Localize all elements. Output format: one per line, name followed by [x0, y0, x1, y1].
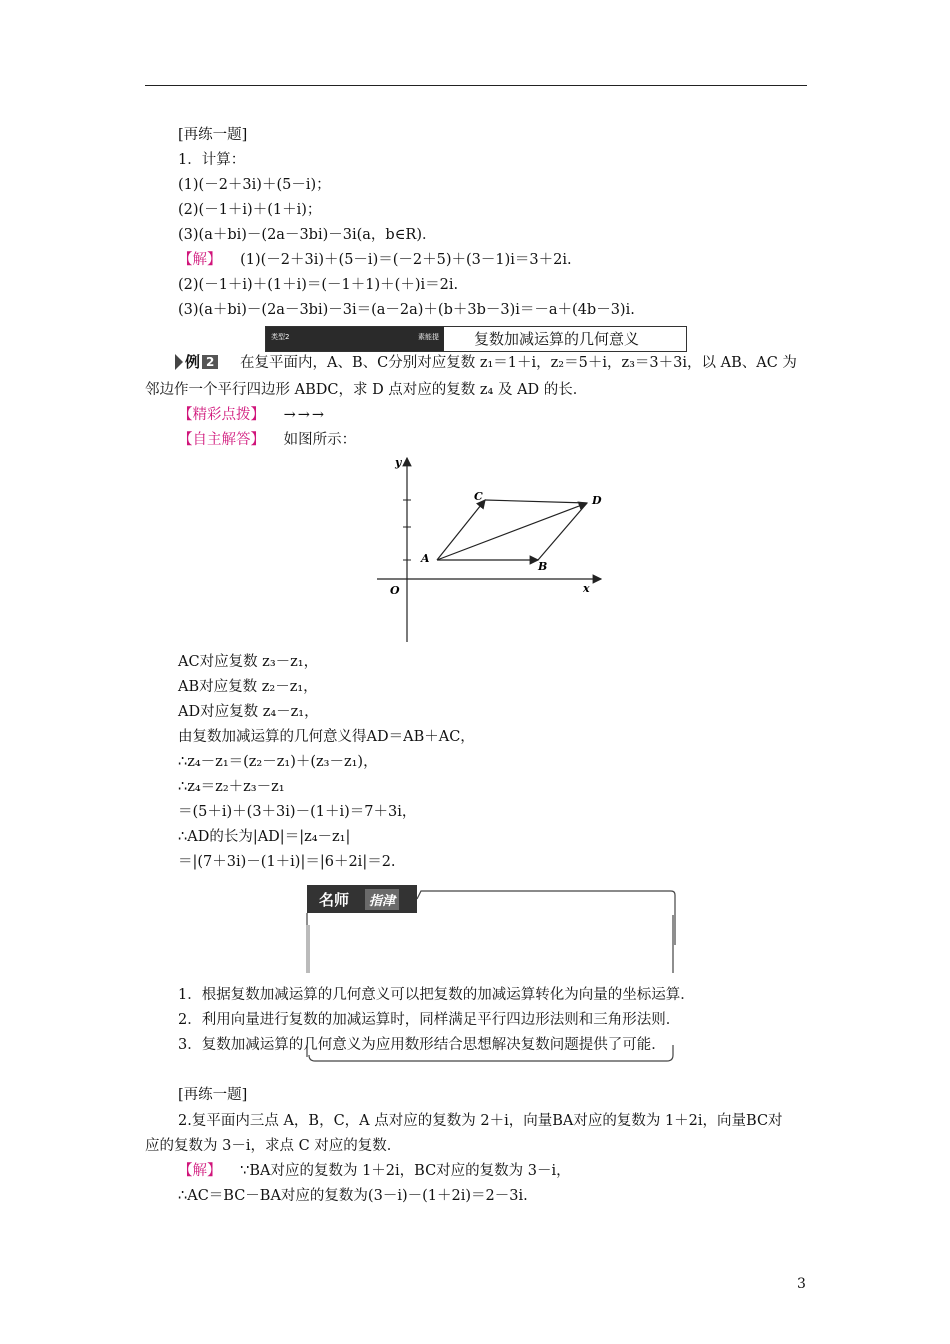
practice-solution-line-2: (2)(－1＋i)＋(1＋i)＝(－1＋1)＋(＋)i＝2i. [178, 277, 459, 293]
edge-BD [538, 503, 587, 560]
tips-item: 3．复数加减运算的几何意义为应用数形结合思想解决复数问题提供了可能． [178, 1037, 666, 1053]
practice2-bracket-label: [再练一题] [178, 1087, 248, 1103]
header-rule [145, 85, 807, 86]
section-left-label: 类型2 [271, 333, 290, 341]
parallelogram-figure [375, 452, 605, 644]
derivation-line: AC对应复数 z₃－z₁， [178, 654, 319, 670]
section-title: 复数加减运算的几何意义 [474, 330, 640, 348]
practice-solution-line-3: (3)(a＋bi)－(2a－3bi)－3i＝(a－2a)＋(b＋3b－3)i＝－a＋(4b－3)i. [178, 302, 635, 318]
origin-label: O [390, 584, 400, 597]
y-axis-label: y [395, 456, 402, 469]
section-heading-bar [265, 326, 687, 352]
page-number: 3 [797, 1276, 806, 1292]
answer-line [178, 430, 356, 450]
practice-question-3: (3)(a＋bi)－(2a－3bi)－3i(a，b∈R)． [178, 227, 437, 243]
answer-intro: 如图所示： [283, 432, 357, 448]
solution-text-1: ∵BA对应的复数为 1＋2i，BC对应的复数为 3－i， [240, 1163, 571, 1179]
example-number: 2 [202, 355, 218, 369]
practice2-solution-line-2: ∴AC＝BC－BA对应的复数为(3－i)－(1＋2i)＝2－3i. [178, 1188, 528, 1204]
solution-text-1: (1)(－2＋3i)＋(5－i)＝(－2＋5)＋(3－1)i＝3＋2i. [240, 252, 572, 268]
practice2-solution-line-1 [178, 1161, 571, 1181]
derivation-line: ∴z₄＝z₂＋z₃－z₁ [178, 779, 285, 795]
practice-question-1: (1)(－2＋3i)＋(5－i)； [178, 177, 331, 193]
tips-subtitle: 指津 [365, 889, 399, 910]
example-text-line-2: 邻边作一个平行四边形 ABDC，求 D 点对应的复数 z₄ 及 AD 的长． [145, 382, 588, 398]
derivation-line: ＝|(7＋3i)－(1＋i)|＝|6＋2i|＝2. [178, 854, 396, 870]
derivation-line: 由复数加减运算的几何意义得AD＝AB＋AC， [178, 729, 475, 745]
x-axis-label: x [583, 582, 590, 595]
edge-CD [485, 500, 587, 503]
derivation-line: AB对应复数 z₂－z₁， [178, 679, 318, 695]
practice-question-2: (2)(－1＋i)＋(1＋i)； [178, 202, 322, 218]
derivation-line: AD对应复数 z₄－z₁， [178, 704, 319, 720]
derivation-line: ∴AD的长为|AD|＝|z₄－z₁| [178, 829, 351, 845]
triangle-icon [175, 354, 183, 370]
practice2-question-line-1: 2.复平面内三点 A，B，C，A 点对应的复数为 2＋i，向量BA对应的复数为 1＋2i，向量BC对 [178, 1113, 783, 1129]
example-text-line-1: 在复平面内，A、B、C分别对应复数 z₁＝1＋i，z₂＝5＋i，z₃＝3＋3i，以 AB、AC 为 [240, 355, 797, 371]
tips-item: 2．利用向量进行复数的加减运算时，同样满足平行四边形法则和三角形法则． [178, 1012, 681, 1028]
hint-tag: 【精彩点拨】 [178, 407, 265, 423]
example-marker [175, 351, 218, 372]
point-A-label: A [421, 552, 430, 565]
derivation-line: ∴z₄－z₁＝(z₂－z₁)＋(z₃－z₁)， [178, 754, 378, 770]
hint-arrows: →→→ [283, 407, 327, 423]
practice-question-heading: 1．计算： [178, 152, 246, 168]
section-right-label: 素能提 [418, 333, 439, 341]
tips-title: 名师 [319, 891, 350, 909]
solution-tag: 【解】 [178, 252, 222, 268]
point-D-label: D [592, 494, 602, 507]
solution-tag: 【解】 [178, 1163, 222, 1179]
hint-line [178, 405, 326, 425]
example-label: 例 [185, 353, 201, 371]
section-type-label [266, 327, 444, 351]
tips-header [307, 885, 417, 913]
practice-bracket-label: [再练一题] [178, 127, 248, 143]
practice-solution-line-1 [178, 250, 572, 270]
point-B-label: B [538, 560, 548, 573]
answer-tag: 【自主解答】 [178, 432, 265, 448]
practice2-question-line-2: 应的复数为 3－i，求点 C 对应的复数． [145, 1138, 402, 1154]
derivation-line: ＝(5＋i)＋(3＋3i)－(1＋i)＝7＋3i， [178, 804, 417, 820]
point-C-label: C [474, 490, 483, 503]
tips-item: 1．根据复数加减运算的几何意义可以把复数的加减运算转化为向量的坐标运算． [178, 987, 695, 1003]
